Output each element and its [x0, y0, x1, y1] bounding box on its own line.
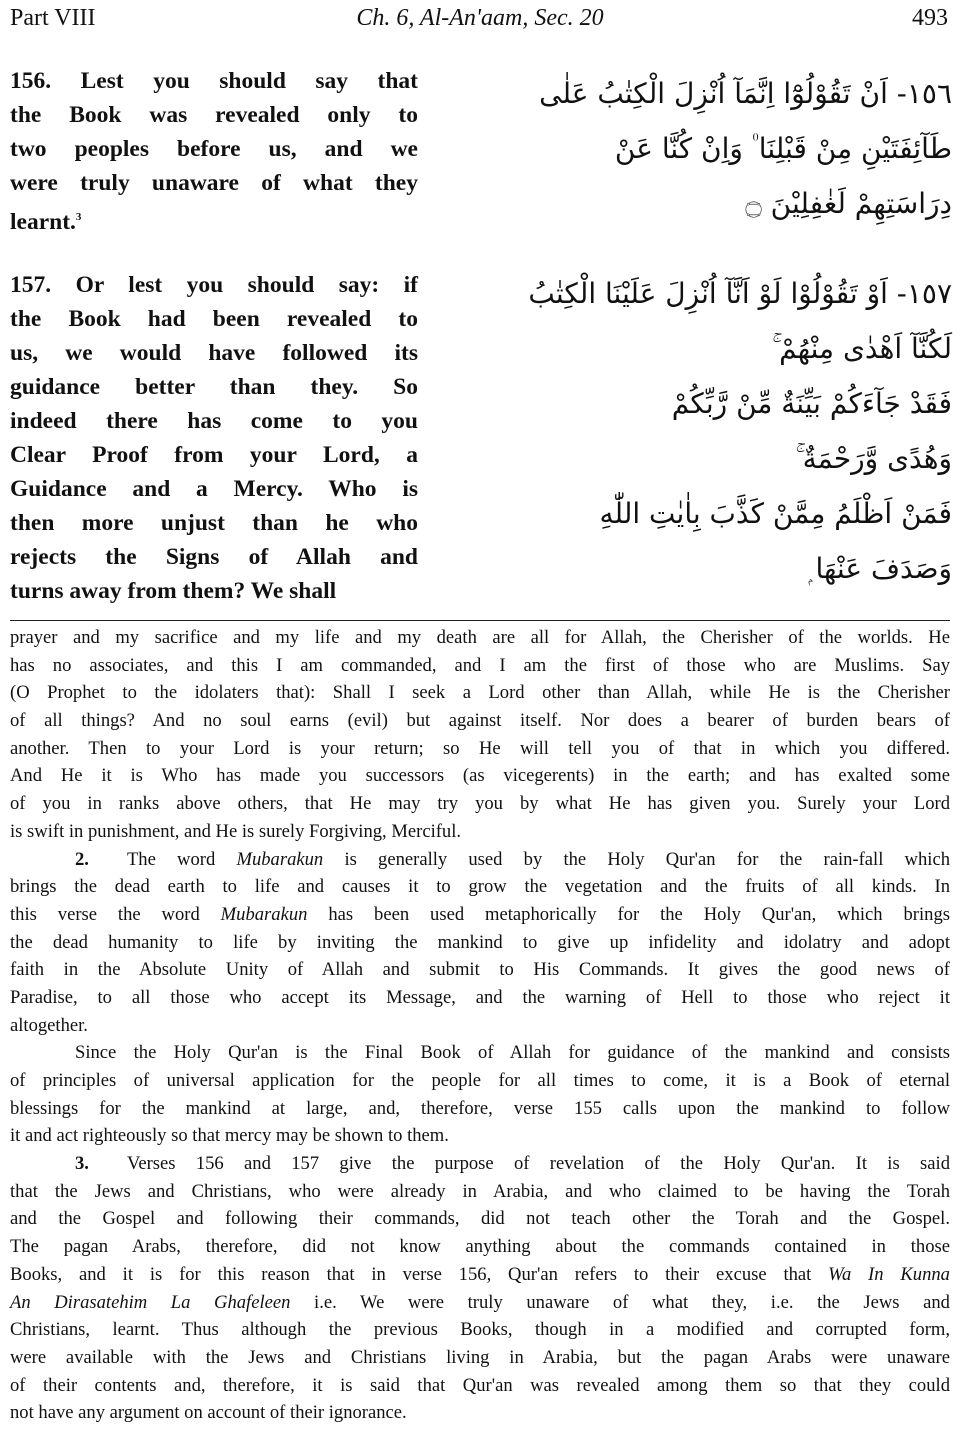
arabic-line: ١٥٧- اَوْ تَقُوْلُوْا لَوْ اَنَّآ اُنْزِلَ عَلَيْنَا الْكِتٰبُ — [528, 277, 952, 310]
verse-line — [10, 506, 418, 540]
footnote-text: i.e. We were truly unaware of what they, i.e. the Jews and — [314, 1291, 950, 1313]
footnote-ref: 3 — [75, 211, 82, 223]
verse-line — [10, 132, 418, 166]
footnote-text: prayer and my sacrifice and my life and my death are all for Allah, the Cherisher of the worlds. He — [10, 627, 950, 648]
footnote-text: (O Prophet to the idolaters that): Shall I seek a Lord other than Allah, while He is the Cherisher — [10, 682, 950, 704]
verse-156-arabic — [452, 66, 952, 231]
footnote-line — [10, 1399, 950, 1427]
footnote-line — [10, 901, 950, 929]
verse-157-arabic — [452, 266, 952, 596]
footnote-text: altogether. — [10, 1014, 88, 1036]
footnote-line — [10, 873, 950, 901]
footnote-text: Verses 156 and 157 give the purpose of revelation of the Holy Qur'an. It is said — [126, 1153, 950, 1175]
footnote-text: brings the dead earth to life and causes it to grow the vegetation and the fruits of all kinds. In — [10, 876, 950, 898]
verse-line — [10, 64, 418, 98]
footnote-text: The word — [126, 848, 216, 870]
arabic-line: وَهُدًى وَّرَحْمَةٌ ۚ — [795, 442, 952, 475]
italic-term: Mubarakun — [220, 903, 308, 925]
verse-line-text: learnt. — [10, 208, 76, 235]
verse-line-text: Clear Proof from your Lord, a — [10, 442, 418, 468]
verse-line-text: two peoples before us, and we — [10, 136, 418, 162]
verse-line — [10, 574, 418, 608]
verse-line-text: then more unjust than he who — [10, 510, 418, 536]
arabic-line: لَكُنَّآ اَهْدٰى مِنْهُمْ ۚ — [772, 332, 952, 365]
footnote-text: Books, and it is for this reason that in verse 156, Qur'an refers to their excuse that — [10, 1263, 812, 1285]
footnote-line — [10, 846, 950, 874]
footnote-line — [10, 1261, 950, 1289]
verse-line — [10, 540, 418, 574]
verse-line — [10, 472, 418, 506]
footnote-text: And He it is Who has made you successors (as vicegerents) in the earth; and has exalted some — [10, 765, 950, 787]
verse-157-translation — [10, 268, 418, 608]
footnote-line — [10, 984, 950, 1012]
footnote-divider — [10, 620, 950, 621]
verse-line-text: were truly unaware of what they — [10, 170, 418, 196]
footnote-line — [10, 762, 950, 790]
footnote-line — [10, 1039, 950, 1067]
footnote-number: 3. — [75, 1153, 89, 1175]
footnote-text: not have any argument on account of their ignorance. — [10, 1402, 407, 1424]
verse-line-text: the Book was revealed only to — [10, 102, 418, 128]
verse-line-text: guidance better than they. So — [10, 374, 418, 400]
footnotes — [10, 624, 950, 1427]
verse-line-text: rejects the Signs of Allah and — [10, 544, 418, 570]
footnote-line — [10, 679, 950, 707]
italic-term: An Dirasatehim La Ghafeleen — [10, 1291, 291, 1313]
footnote-line — [10, 707, 950, 735]
footnote-text: is generally used by the Holy Qur'an for the rain-fall which — [344, 848, 951, 870]
verse-line-text: turns away from them? We shall — [10, 578, 337, 604]
verse-line-text: indeed there has come to you — [10, 408, 418, 434]
arabic-line: طَآئِفَتَيْنِ مِنْ قَبْلِنَا ۠ وَاِنْ كُنَّا عَنْ — [614, 132, 952, 165]
italic-term: Wa In Kunna — [828, 1263, 950, 1285]
footnote-text: blessings for the mankind at large, and, therefore, verse 155 calls upon the mankind to follow — [10, 1097, 950, 1119]
arabic-line: فَقَدْ جَآءَكُمْ بَيِّنَةٌ مِّنْ رَّبِّكُمْ — [671, 387, 952, 420]
footnote-text: has been used metaphorically for the Holy Qur'an, which brings — [328, 903, 950, 925]
footnote-text: The pagan Arabs, therefore, did not know anything about the commands contained in those — [10, 1236, 950, 1258]
arabic-line: دِرَاسَتِهِمْ لَغٰفِلِيْنَ ۝ — [745, 187, 952, 220]
arabic-line: فَمَنْ اَظْلَمُ مِمَّنْ كَذَّبَ بِاٰيٰتِ اللّٰهِ — [599, 497, 952, 530]
footnote-text: the dead humanity to life by inviting the mankind to give up infidelity and idolatry and adopt — [10, 931, 950, 953]
verse-line-text: Guidance and a Mercy. Who is — [10, 476, 418, 502]
verse-line — [10, 438, 418, 472]
footnote-line — [10, 818, 950, 846]
italic-term: Mubarakun — [236, 848, 324, 870]
footnote-text: another. Then to your Lord is your return; so He will tell you of that in which you differed. — [10, 737, 950, 759]
footnote-line — [10, 1233, 950, 1261]
footnote-text: has no associates, and this I am commanded, and I am the first of those who are Muslims. Say — [10, 654, 950, 676]
verse-line — [10, 166, 418, 200]
footnote-line — [10, 735, 950, 763]
footnote-text: this verse the word — [10, 903, 200, 925]
verse-line — [10, 370, 418, 404]
footnote-line — [10, 1344, 950, 1372]
verse-line — [10, 268, 418, 302]
footnote-text: is swift in punishment, and He is surely Forgiving, Merciful. — [10, 820, 462, 842]
footnote-line — [10, 790, 950, 818]
footnote-line — [10, 652, 950, 680]
footnote-number: 2. — [75, 848, 89, 870]
footnote-text: of principles of universal application for the people for all times to come, it is a Book of eternal — [10, 1070, 950, 1091]
footnote-line — [10, 956, 950, 984]
footnote-text: Paradise, to all those who accept its Message, and the warning of Hell to those who reject it — [10, 986, 950, 1008]
footnote-line — [10, 1289, 950, 1317]
arabic-line: وَصَدَفَ عَنْهَا ۭ — [808, 552, 952, 585]
footnote-text: Since the Holy Qur'an is the Final Book of Allah for guidance of the mankind and consists — [75, 1042, 950, 1064]
footnote-line — [10, 1316, 950, 1344]
verse-line — [10, 200, 418, 239]
footnote-line — [10, 1067, 950, 1095]
footnote-text: of you in ranks above others, that He may try you by what He has given you. Surely your Lord — [10, 793, 950, 815]
verse-line-text: 156. Lest you should say that — [10, 68, 418, 94]
verse-line — [10, 302, 418, 336]
footnote-line — [10, 1012, 950, 1040]
footnote-text: and the Gospel and following their commands, did not teach other the Torah and the Gospel. — [10, 1208, 950, 1230]
footnote-line — [10, 1205, 950, 1233]
footnote-text: of their contents and, therefore, it is said that Qur'an was revealed among them so that they could — [10, 1374, 950, 1396]
footnote-text: of all things? And no soul earns (evil) but against itself. Nor does a bearer of burden bears of — [10, 710, 950, 732]
verse-line-text: the Book had been revealed to — [10, 306, 418, 332]
page-number: 493 — [912, 5, 948, 31]
footnote-line — [10, 1095, 950, 1123]
verse-line — [10, 98, 418, 132]
arabic-line: ١٥٦- اَنْ تَقُوْلُوْٓا اِنَّمَآ اُنْزِلَ الْكِتٰبُ عَلٰى — [539, 77, 952, 110]
footnote-line — [10, 929, 950, 957]
verse-line — [10, 336, 418, 370]
footnote-line — [10, 1372, 950, 1400]
running-header-chapter: Ch. 6, Al-An'aam, Sec. 20 — [356, 5, 604, 31]
verse-line-text: us, we would have followed its — [10, 340, 418, 366]
footnote-line — [10, 1178, 950, 1206]
footnote-text: faith in the Absolute Unity of Allah and submit to His Commands. It gives the good news of — [10, 959, 950, 981]
footnote-text: Christians, learnt. Thus although the previous Books, though in a modified and corrupted form, — [10, 1319, 950, 1341]
footnote-text: were available with the Jews and Christians living in Arabia, but the pagan Arabs were unaware — [10, 1346, 950, 1368]
verse-line — [10, 404, 418, 438]
footnote-line — [10, 1122, 950, 1150]
footnote-text: it and act righteously so that mercy may be shown to them. — [10, 1125, 449, 1147]
footnote-line — [10, 1150, 950, 1178]
footnote-line — [10, 624, 950, 652]
footnote-text: that the Jews and Christians, who were already in Arabia, and who claimed to be having the Torah — [10, 1180, 950, 1202]
verse-156-translation — [10, 64, 418, 239]
running-header-part: Part VIII — [10, 5, 96, 31]
verse-line-text: 157. Or lest you should say: if — [10, 272, 418, 298]
